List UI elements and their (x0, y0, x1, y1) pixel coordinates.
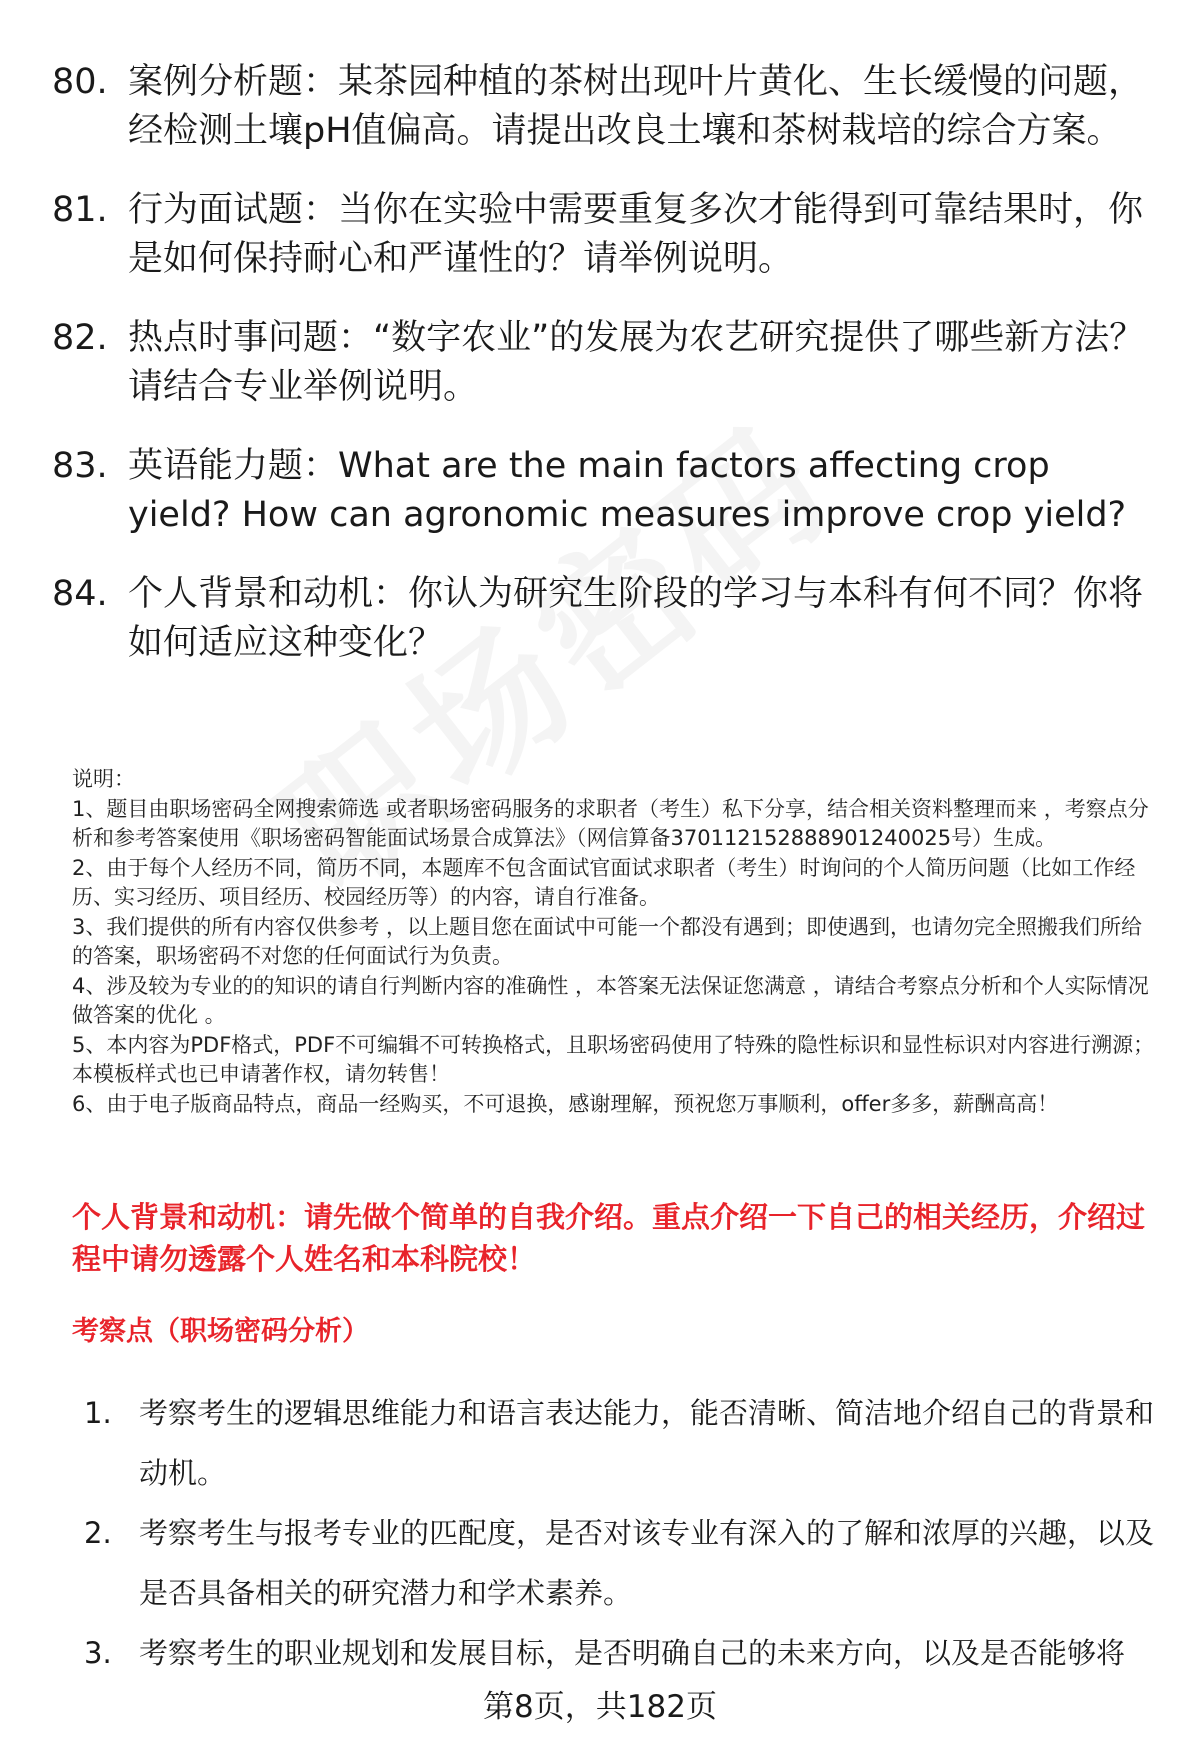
question-item (52, 570, 1152, 668)
note-item: 4、涉及较为专业的的知识的请自行判断内容的准确性 ，本答案无法保证您满意 ，请结合考察点分析和个人实际情况做答案的优化 。 (72, 973, 1149, 1027)
question-text: 热点时事问题：“数字农业”的发展为农艺研究提供了哪些新方法？请结合专业举例说明。 (128, 318, 1145, 407)
note-item: 2、由于每个人经历不同，简历不同，本题库不包含面试官面试求职者（考生）时询问的个人简历问题（比如工作经历、实习经历、项目经历、校园经历等）的内容，请自行准备。 (72, 855, 1136, 909)
page-number: 第8页，共182页 (483, 1689, 717, 1725)
question-number: 84. (52, 574, 108, 614)
question-text: 行为面试题：当你在实验中需要重复多次才能得到可靠结果时，你是如何保持耐心和严谨性的？请举例说明。 (128, 190, 1144, 279)
point-text: 考察考生与报考专业的匹配度，是否对该专业有深入的了解和浓厚的兴趣，以及是否具备相关的研究潜力和学术素养。 (139, 1516, 1155, 1610)
question-heading: 个人背景和动机：请先做个简单的自我介绍。重点介绍一下自己的相关经历，介绍过程中请勿透露个人姓名和本科院校！ (72, 1200, 1146, 1276)
analysis-points (72, 1383, 1157, 1683)
analysis-point (72, 1623, 1157, 1683)
note-item: 6、由于电子版商品特点，商品一经购买，不可退换，感谢理解，预祝您万事顺利，offer多多，薪酬高高！ (72, 1091, 1059, 1116)
point-number: 1. (84, 1396, 112, 1430)
question-number: 82. (52, 318, 108, 358)
point-text: 考察考生的逻辑思维能力和语言表达能力，能否清晰、简洁地介绍自己的背景和动机。 (139, 1396, 1155, 1490)
point-text: 考察考生的职业规划和发展目标，是否明确自己的未来方向，以及是否能够将 (139, 1636, 1126, 1670)
question-item (52, 442, 1152, 540)
question-item (52, 186, 1152, 284)
question-number: 83. (52, 446, 108, 486)
question-text: 案例分析题：某茶园种植的茶树出现叶片黄化、生长缓慢的问题，经检测土壤pH值偏高。请提出改良土壤和茶树栽培的综合方案。 (128, 62, 1144, 151)
point-number: 2. (84, 1516, 112, 1550)
question-list (52, 58, 1152, 698)
point-number: 3. (84, 1636, 112, 1670)
note-item: 5、本内容为PDF格式，PDF不可编辑不可转换格式，且职场密码使用了特殊的隐性标识和显性标识对内容进行溯源；本模板样式也已申请著作权，请勿转售！ (72, 1032, 1155, 1086)
question-number: 80. (52, 62, 108, 102)
question-number: 81. (52, 190, 108, 230)
note-item: 1、题目由职场密码全网搜索筛选 或者职场密码服务的求职者（考生）私下分享，结合相关资料整理而来 ，考察点分析和参考答案使用《职场密码智能面试场景合成算法》（网信算备370112152888901240025号）生成。 (72, 796, 1149, 850)
analysis-point (72, 1503, 1157, 1623)
question-text: 个人背景和动机：你认为研究生阶段的学习与本科有何不同？你将如何适应这种变化？ (128, 574, 1144, 663)
analysis-point (72, 1383, 1157, 1503)
analysis-heading: 考察点（职场密码分析） (72, 1316, 369, 1347)
notes-title: 说明： (72, 767, 135, 791)
note-item: 3、我们提供的所有内容仅供参考 ，以上题目您在面试中可能一个都没有遇到；即使遇到，也请勿完全照搬我们所给的答案，职场密码不对您的任何面试行为负责。 (72, 914, 1143, 968)
question-item (52, 314, 1152, 412)
notes-section (72, 765, 1157, 1119)
question-text: 英语能力题：What are the main factors affecting crop yield? How can agronomic measures improve crop yield? (128, 446, 1127, 535)
question-item (52, 58, 1152, 156)
